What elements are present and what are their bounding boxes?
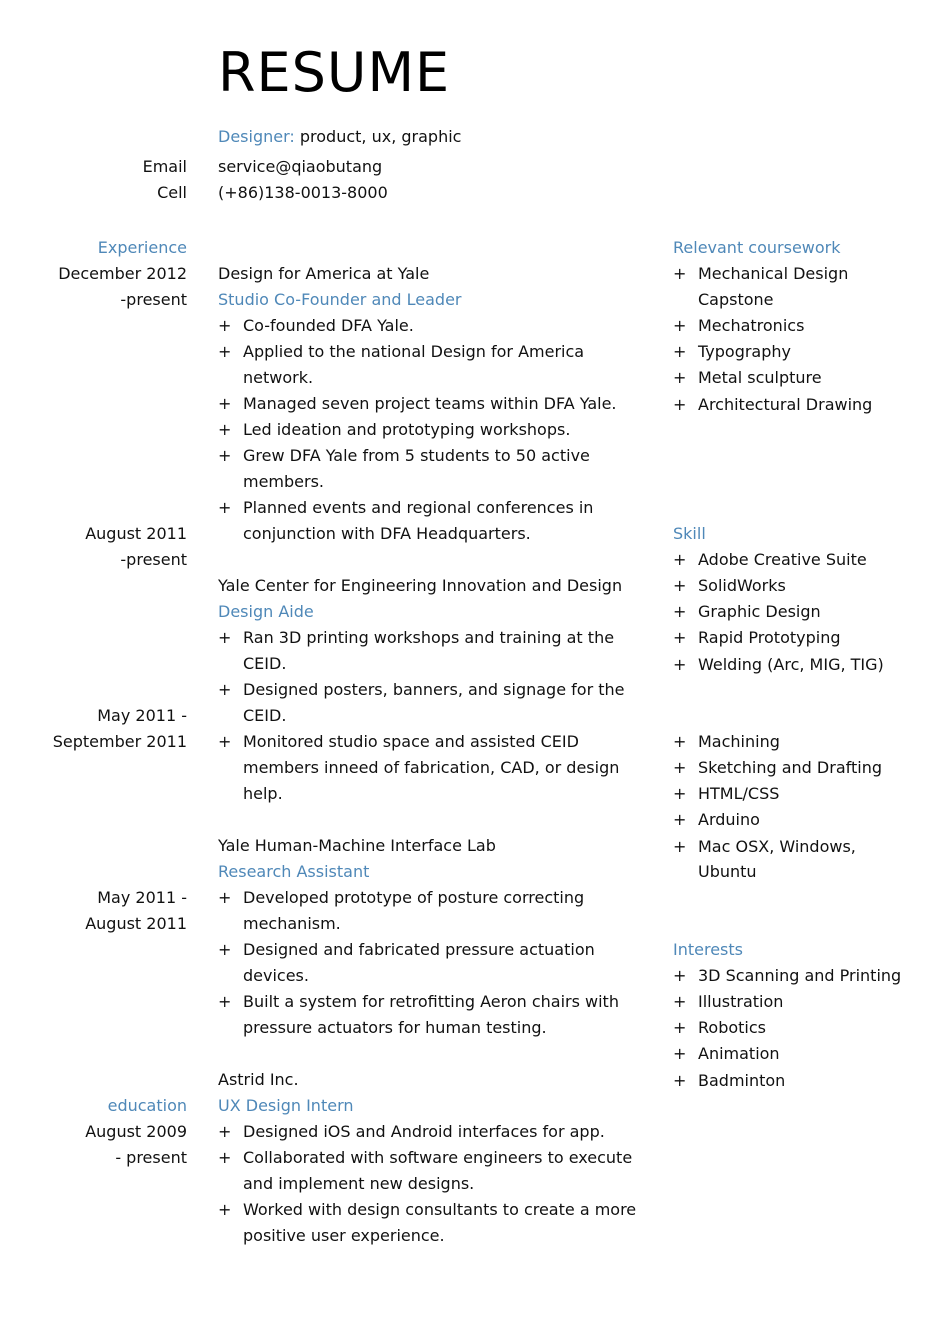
cell-value: (+86)138-0013-8000	[218, 183, 388, 202]
plus-icon: +	[673, 992, 687, 1011]
plus-icon: +	[218, 420, 232, 439]
job-bullet-continued: CEID.	[243, 706, 287, 725]
tagline-label: Designer:	[218, 127, 295, 146]
plus-icon: +	[673, 342, 687, 361]
date-label: August 2011	[85, 524, 187, 543]
plus-icon: +	[673, 602, 687, 621]
job-org: Astrid Inc.	[218, 1070, 299, 1089]
plus-icon: +	[218, 1200, 232, 1219]
plus-icon: +	[218, 732, 232, 751]
date-label: May 2011 -	[97, 706, 187, 725]
cell-label: Cell	[157, 183, 187, 202]
plus-icon: +	[218, 394, 232, 413]
job-bullet-continued: conjunction with DFA Headquarters.	[243, 524, 531, 543]
date-label: - present	[115, 1148, 187, 1167]
resume-title: RESUME	[218, 41, 451, 104]
plus-icon: +	[673, 837, 687, 856]
plus-icon: +	[673, 368, 687, 387]
interests-heading: Interests	[673, 940, 743, 959]
date-label: -present	[120, 290, 187, 309]
plus-icon: +	[673, 628, 687, 647]
job-bullet-continued: and implement new designs.	[243, 1174, 475, 1193]
job-role: Research Assistant	[218, 862, 370, 881]
plus-icon: +	[673, 1018, 687, 1037]
plus-icon: +	[218, 1122, 232, 1141]
plus-icon: +	[673, 316, 687, 335]
date-label: December 2012	[58, 264, 187, 283]
plus-icon: +	[673, 550, 687, 569]
plus-icon: +	[673, 966, 687, 985]
plus-icon: +	[673, 784, 687, 803]
coursework-heading: Relevant coursework	[673, 238, 841, 257]
plus-icon: +	[218, 940, 232, 959]
job-role: Design Aide	[218, 602, 314, 621]
job-bullet-continued: help.	[243, 784, 283, 803]
job-bullet-continued: network.	[243, 368, 314, 387]
plus-icon: +	[673, 1071, 687, 1090]
date-label: September 2011	[52, 732, 187, 751]
date-label: -present	[120, 550, 187, 569]
plus-icon: +	[218, 1148, 232, 1167]
experience-heading: Experience	[97, 238, 187, 257]
plus-icon: +	[218, 992, 232, 1011]
job-bullet-continued: devices.	[243, 966, 309, 985]
plus-icon: +	[673, 655, 687, 674]
education-heading: education	[107, 1096, 187, 1115]
job-org: Yale Human-Machine Interface Lab	[218, 836, 496, 855]
email-label: Email	[142, 157, 187, 176]
plus-icon: +	[673, 576, 687, 595]
job-role: UX Design Intern	[218, 1096, 354, 1115]
coursework-item-continued: Capstone	[698, 290, 774, 309]
plus-icon: +	[673, 264, 687, 283]
job-bullet-continued: members inneed of fabrication, CAD, or design	[243, 758, 620, 777]
job-org: Design for America at Yale	[218, 264, 430, 283]
plus-icon: +	[218, 498, 232, 517]
plus-icon: +	[218, 316, 232, 335]
plus-icon: +	[673, 395, 687, 414]
plus-icon: +	[218, 446, 232, 465]
email-value: service@qiaobutang	[218, 157, 383, 176]
job-org: Yale Center for Engineering Innovation and Design	[218, 576, 623, 595]
date-label: May 2011 -	[97, 888, 187, 907]
skill-item-continued: Ubuntu	[698, 862, 757, 881]
job-bullet-continued: members.	[243, 472, 325, 491]
tagline-value: product, ux, graphic	[299, 127, 462, 146]
job-bullet-continued: positive user experience.	[243, 1226, 445, 1245]
plus-icon: +	[218, 628, 232, 647]
plus-icon: +	[673, 810, 687, 829]
job-role: Studio Co-Founder and Leader	[218, 290, 462, 309]
plus-icon: +	[673, 1044, 687, 1063]
plus-icon: +	[673, 758, 687, 777]
plus-icon: +	[218, 888, 232, 907]
job-bullet-continued: mechanism.	[243, 914, 341, 933]
plus-icon: +	[218, 342, 232, 361]
date-label: August 2009	[85, 1122, 187, 1141]
tagline	[218, 124, 461, 150]
plus-icon: +	[218, 680, 232, 699]
skill-heading: Skill	[673, 524, 706, 543]
job-bullet-continued: CEID.	[243, 654, 287, 673]
job-bullet-continued: pressure actuators for human testing.	[243, 1018, 547, 1037]
date-label: August 2011	[85, 914, 187, 933]
plus-icon: +	[673, 732, 687, 751]
